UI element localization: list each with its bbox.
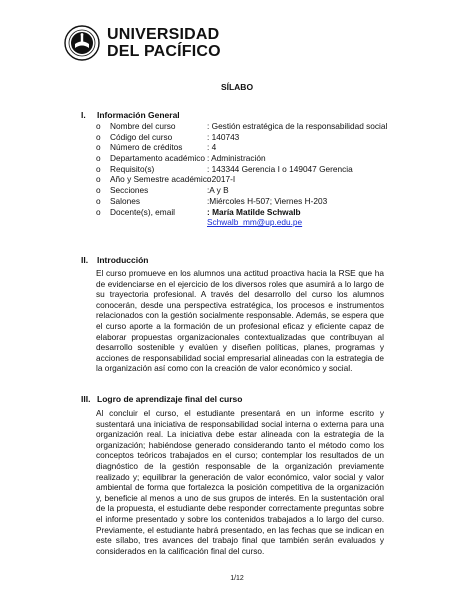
info-row [96, 132, 387, 143]
introduction-paragraph: El curso promueve en los alumnos una actitud proactiva hacia la RSE que ha de evidenciarse en el ejercicio de los diversos roles que asumirá a lo largo de su trayectoria profesional. A través del desarrollo del curso los alumnos conocerán, desde una perspectiva estratégica, los procesos e instrumentos relacionados con la gestión socialmente responsable. Además, se espera que el curso aporte a la formación de un profesional eficaz y eficiente capaz de elaborar propuestas organizacionales contextualizadas que contribuyan al desarrollo sostenible y evalúen y diseñen políticas, planes, programas y acciones de responsabilidad social empresarial alineadas con la estrategia de la organización así como con la creación de valor económico y social. [96, 268, 384, 374]
page-number: 1/12 [230, 575, 244, 582]
info-value: : 140743 [207, 131, 240, 142]
section-title: Introducción [97, 255, 149, 265]
bullet: o [96, 174, 101, 185]
info-label: Nombre del curso [110, 121, 176, 131]
section-heading-learning-outcome [81, 394, 242, 404]
document-title: SÍLABO [220, 82, 254, 92]
teacher-email-link[interactable]: Schwalb_mm@up.edu.pe [207, 217, 303, 228]
info-label: Año y Semestre académico [110, 174, 212, 185]
info-label: Departamento académico [110, 153, 206, 164]
info-label: Salones [110, 195, 140, 206]
info-row [96, 217, 387, 228]
university-name [107, 26, 221, 60]
info-value: : 2017-I [207, 174, 236, 185]
bullet: o [96, 163, 101, 174]
section-title: Información General [97, 110, 180, 120]
section-number: III. [81, 394, 91, 404]
section-number: I. [81, 110, 86, 120]
info-value: : 4 [207, 142, 217, 153]
info-label: Docente(s), email [110, 206, 176, 217]
info-row [96, 196, 387, 207]
university-logo [64, 25, 221, 61]
info-label: Número de créditos [110, 142, 183, 153]
info-value: : 143344 Gerencia I o 149047 Gerencia [207, 163, 353, 174]
section-heading-general-info [81, 110, 180, 120]
info-row [96, 164, 387, 175]
label-spacer [110, 217, 207, 228]
info-label: Requisito(s) [110, 163, 155, 174]
info-value: : Gestión estratégica de la responsabilidad social [207, 121, 388, 131]
bullet: o [96, 195, 101, 206]
section-title: Logro de aprendizaje final del curso [97, 394, 243, 404]
info-value: :A y B [207, 185, 229, 196]
section-heading-introduction [81, 255, 148, 265]
info-row [96, 121, 387, 132]
general-info-list [96, 121, 387, 228]
info-row [96, 142, 387, 153]
bullet: o [96, 153, 101, 164]
bullet: o [96, 131, 101, 142]
university-name-line2: DEL PACÍFICO [107, 43, 221, 60]
info-row [96, 153, 387, 164]
info-row [96, 174, 387, 185]
bullet: o [96, 206, 101, 217]
info-label: Código del curso [110, 131, 173, 142]
info-value: : María Matilde Schwalb [207, 206, 301, 217]
learning-outcome-paragraph: Al concluir el curso, el estudiante presentará en un informe escrito y sustentará una iniciativa de responsabilidad social interna o externa para una organización real. La iniciativa debe estar alineada con la estrategia de la organización; habiéndose generado considerando tanto el método como los conceptos teóricos trabajados en el curso; contemplar los resultados de un diagnóstico de la gestión responsable de la organización previamente realizado y; equilibrar la generación de valor económico, valor social y valor ambiental de forma que fortalezca la posición competitiva de la organización y, beneficie al menos a uno de sus grupos de interés. En la sustentación oral de la propuesta, el estudiante debe responder correctamente preguntas sobre el informe presentado y sobre los contenidos trabajados a lo largo del curso. Previamente, el estudiante habrá presentado, en las fechas que se indican en este sílabo, tres avances del trabajo final que también serán evaluados y considerados en la calificación final del curso. [96, 408, 384, 556]
university-seal-icon [64, 25, 100, 61]
bullet-spacer [96, 217, 110, 228]
bullet: o [96, 142, 101, 153]
info-row [96, 185, 387, 196]
info-value: :Miércoles H-507; Viernes H-203 [207, 195, 328, 206]
section-number: II. [81, 255, 89, 265]
info-value: : Administración [207, 153, 266, 164]
bullet: o [96, 185, 101, 196]
info-row [96, 207, 387, 218]
bullet: o [96, 121, 101, 131]
university-name-line1: UNIVERSIDAD [107, 26, 220, 43]
info-label: Secciones [110, 185, 149, 196]
